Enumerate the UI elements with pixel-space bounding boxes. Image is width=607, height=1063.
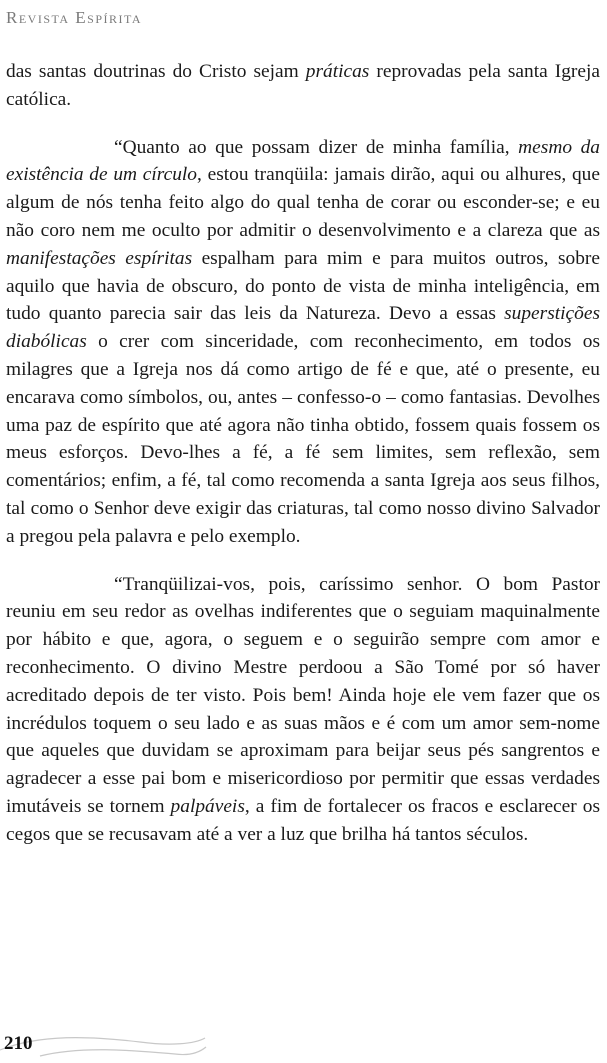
text-run: , estou tranqüila: jamais dirão, aqui ou alhures, que algum de nós tenha feito algo do qual tenha de corar ou esconder-se; e eu não coro nem me oculto por admitir o desenvolvimento e a clareza que as: [6, 164, 600, 241]
text-run: reprovadas pela santa Igreja católica.: [6, 61, 600, 110]
paragraph-family-statement: [6, 134, 600, 551]
italic-emphasis: práticas: [305, 61, 370, 82]
italic-emphasis: manifestações espíritas: [6, 247, 193, 269]
paragraph-good-shepherd: [6, 571, 600, 849]
text-run: , a fim de fortalecer os fracos e esclarecer os cegos que se recusavam até a ver a luz que brilha há tantos séculos.: [6, 795, 600, 845]
running-head: Revista Espírita: [6, 8, 143, 27]
italic-emphasis: superstições diabólicas: [6, 303, 600, 353]
italic-emphasis: mesmo da existência de um círculo: [6, 136, 601, 186]
body-text: [6, 58, 600, 849]
text-run: das santas doutrinas do Cristo sejam: [6, 61, 306, 82]
text-run: o crer com sinceridade, com reconhecimento, em todos os milagres que a Igreja nos dá como artigo de fé e que, até o presente, eu encarava como símbolos, ou, antes – confesso-o – como fantasias. Devolhes uma paz de espírito que até agora não tinha obtido, fossem quais fossem os meus esforços. Devo-lhes a fé, a fé sem limites, sem reflexão, sem comentários; enfim, a fé, tal como recomenda a santa Igreja aos seus filhos, tal como o Senhor deve exigir das criaturas, tal como nosso divino Salvador a pregou pela palavra e pelo exemplo.: [6, 331, 600, 547]
text-run: “Quanto ao que possam dizer de minha família,: [114, 136, 519, 158]
page-number: 210: [4, 1033, 33, 1054]
text-run: espalham para mim e para muitos outros, sobre aquilo que havia de obscuro, do ponto de vista de minha inteligência, em tudo quanto parecia sair das leis da Natureza. Devo a essas: [6, 247, 600, 325]
italic-emphasis: palpáveis: [170, 795, 245, 817]
text-run: “Tranqüilizai-vos, pois, caríssimo senhor. O bom Pastor reuniu em seu redor as ovelhas indiferentes que o seguiam maquinalmente por hábito e que, agora, o seguem e o seguirão sempre com amor e reconhecimento. O divino Mestre perdoou a São Tomé por só haver acreditado depois de ter visto. Pois bem! Ainda hoje ele vem fazer que os incrédulos toquem o seu lado e as suas mãos e é com um amor sem-nome que aqueles que duvidam se aproximam para beijar seus pés sangrentos e agradecer a esse pai bom e misericordioso por permitir que essas verdades imutáveis se tornem: [6, 573, 600, 817]
paragraph-continuation: [6, 58, 600, 114]
